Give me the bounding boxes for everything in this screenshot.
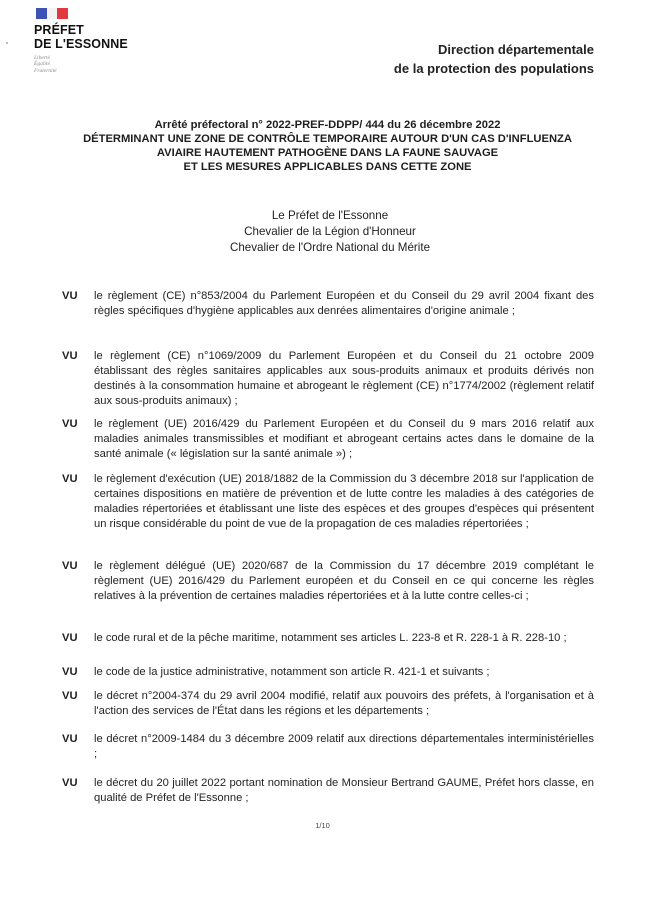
vu-text: le règlement (CE) n°1069/2009 du Parlement Européen et du Conseil du 21 octobre 2009 établissant des règles sanitaires applicables aux sous-produits animaux et produits dérivés non destinés à la consommation humaine et abrogeant le règlement (CE) n°1774/2002 (règlement relatif aux sous-produits animaux) ;: [94, 350, 594, 407]
vu-text: le règlement délégué (UE) 2020/687 de la Commission du 17 décembre 2019 complétant le règlement (UE) 2016/429 du Parlement européen et du Conseil en ce qui concerne les règles relatives à la prévention de certaines maladies répertoriées et à la lutte contre celles-ci ;: [94, 560, 594, 602]
vu-text: le décret n°2009-1484 du 3 décembre 2009 relatif aux directions départementales interministérielles ;: [94, 733, 594, 760]
arrete-reference: Arrêté préfectoral n° 2022-PREF-DDPP/ 444 du 26 décembre 2022: [154, 119, 501, 131]
arrete-subject-line-2: AVIAIRE HAUTEMENT PATHOGÈNE DANS LA FAUNE SAUVAGE: [156, 147, 499, 159]
logo-line-1: PRÉFET: [34, 23, 84, 37]
vu-label: VU: [62, 473, 78, 485]
prefet-honour-1: Chevalier de la Légion d'Honneur: [244, 225, 416, 238]
vu-text: le code de la justice administrative, notamment son article R. 421-1 et suivants ;: [94, 666, 490, 678]
arrete-subject-line-3: ET LES MESURES APPLICABLES DANS CETTE ZONE: [183, 161, 472, 173]
vu-text: le code rural et de la pêche maritime, notamment ses articles L. 223-8 et R. 228-1 à R. 228-10 ;: [94, 632, 567, 644]
vu-text: le règlement d'exécution (UE) 2018/1882 de la Commission du 3 décembre 2018 sur l'application de certaines dispositions en matière de prévention et de lutte contre les maladies à des catégories de maladies répertoriées et établissant une liste des espèces et des groupes d'espèces qui présentent un risque considérable du point de vue de la propagation de ces maladies répertoriées ;: [94, 473, 594, 530]
vu-text: le décret du 20 juillet 2022 portant nomination de Monsieur Bertrand GAUME, Préfet hors classe, en qualité de Préfet de l'Essonne ;: [94, 777, 594, 804]
logo-title: [34, 23, 144, 51]
vu-text: le règlement (CE) n°853/2004 du Parlement Européen et du Conseil du 29 avril 2004 fixant des règles spécifiques d'hygiène applicables aux denrées alimentaires d'origine animale ;: [94, 290, 594, 317]
arrete-subject-line-1: DÉTERMINANT UNE ZONE DE CONTRÔLE TEMPORAIRE AUTOUR D'UN CAS D'INFLUENZA: [83, 133, 572, 145]
vu-label: VU: [62, 418, 78, 430]
motto-liberte: Liberté: [34, 55, 50, 61]
logo-line-2: DE L'ESSONNE: [34, 37, 128, 51]
vu-label: VU: [62, 632, 78, 644]
republic-motto: [34, 55, 144, 74]
prefecture-logo: [34, 8, 144, 74]
vu-label: VU: [62, 733, 78, 745]
scan-speck: [6, 42, 8, 44]
motto-fraternite: Fraternité: [34, 67, 57, 74]
issuing-direction: [394, 40, 594, 78]
prefet-name: Le Préfet de l'Essonne: [271, 209, 389, 222]
vu-label: VU: [62, 560, 78, 572]
vu-label: VU: [62, 350, 78, 362]
direction-line-1: Direction départementale: [437, 42, 594, 57]
vu-text: le règlement (UE) 2016/429 du Parlement Européen et du Conseil du 9 mars 2016 relatif aux maladies animales transmissibles et modifiant et abrogeant certains actes dans le domaine de la santé animale (« législation sur la santé animale ») ;: [94, 418, 594, 460]
vu-label: VU: [62, 290, 78, 302]
vu-label: VU: [62, 666, 78, 678]
arrete-title: [60, 118, 595, 174]
vu-label: VU: [62, 777, 78, 789]
prefet-honour-2: Chevalier de l'Ordre National du Mérite: [229, 241, 431, 254]
page-number: 1/10: [315, 821, 330, 830]
prefet-titles: [180, 208, 480, 256]
marianne-flag-icon: [36, 8, 68, 19]
motto-egalite: Égalité: [34, 61, 50, 68]
direction-line-2: de la protection des populations: [393, 61, 594, 76]
vu-text: le décret n°2004-374 du 29 avril 2004 modifié, relatif aux pouvoirs des préfets, à l'organisation et à l'action des services de l'État dans les régions et les départements ;: [94, 690, 594, 717]
vu-label: VU: [62, 690, 78, 702]
